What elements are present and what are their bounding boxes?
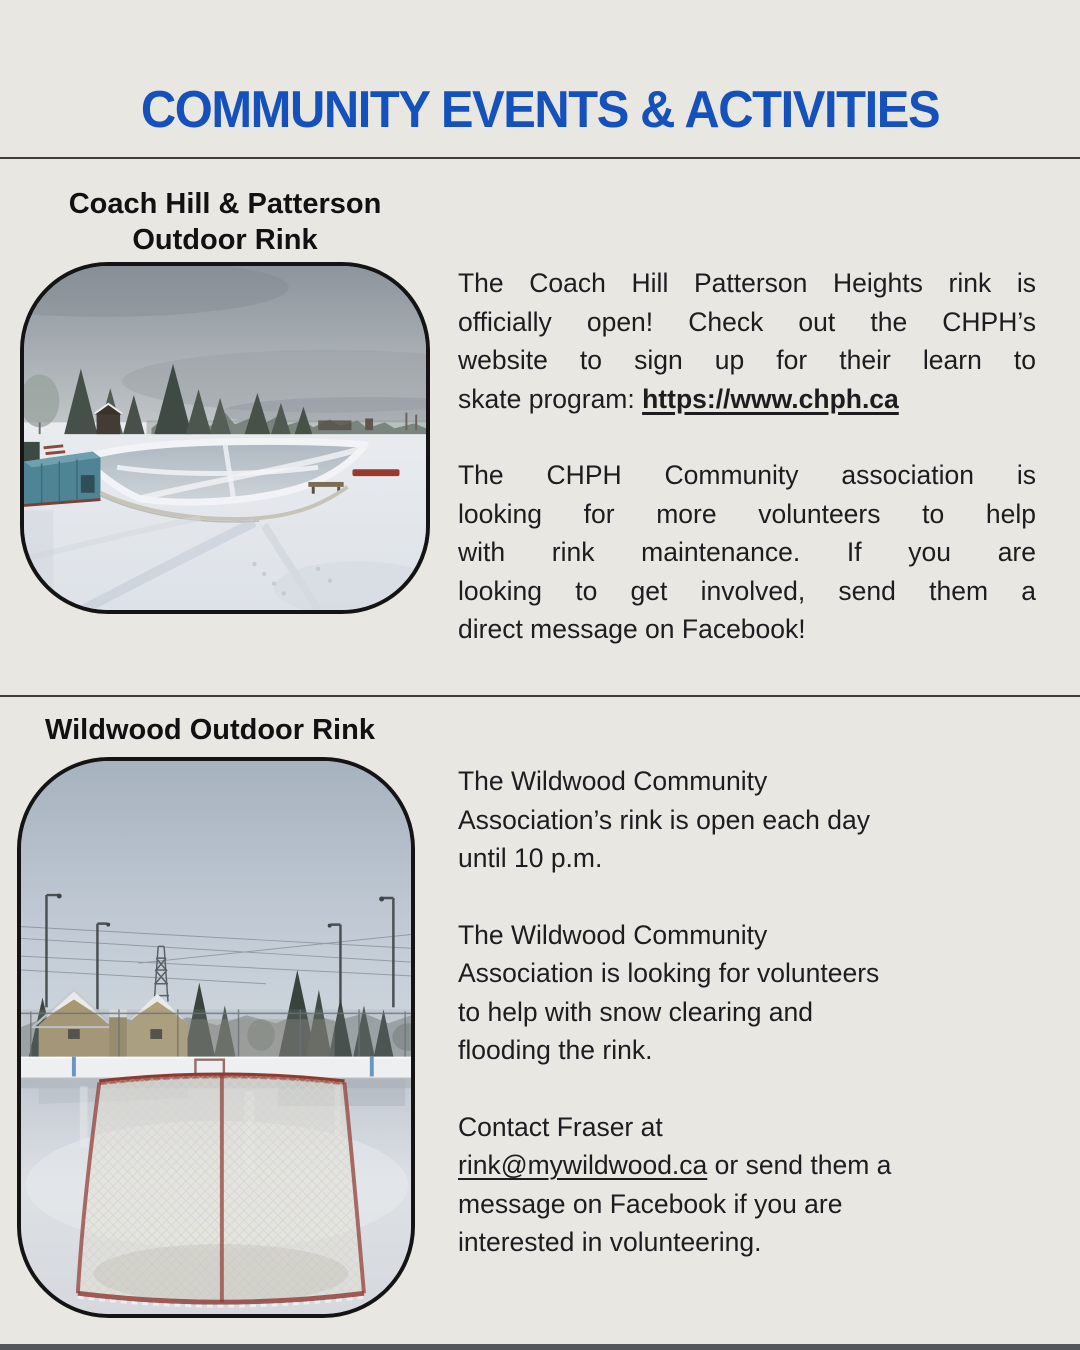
wildwood-text-column	[458, 762, 1018, 1300]
top-divider	[0, 157, 1080, 159]
hockey-net	[78, 1075, 364, 1306]
coach-hill-heading-line2: Outdoor Rink	[132, 224, 318, 256]
wildwood-paragraph-3	[458, 1108, 1018, 1262]
paragraph-line: Association’s rink is open each day	[458, 804, 870, 835]
paragraph-line: The Wildwood Community	[458, 766, 768, 796]
paragraph-line: to help with snow clearing and	[458, 996, 814, 1027]
coach-hill-heading-line1: Coach Hill & Patterson	[68, 188, 382, 220]
paragraph-line: The CHPH Community association is	[458, 460, 1036, 490]
middle-divider	[0, 695, 1080, 697]
coach-hill-paragraph-2	[458, 456, 1036, 649]
wildwood-rink-photo-art	[21, 761, 411, 1314]
paragraph-line: interested in volunteering.	[458, 1227, 762, 1257]
paragraph-text: skate program:	[458, 383, 643, 414]
wildwood-heading: Wildwood Outdoor Rink	[45, 714, 375, 746]
paragraph-line: looking to get involved, send them a	[458, 575, 1036, 606]
paragraph-line: website to sign up for their learn to	[458, 345, 1036, 375]
coach-hill-rink-photo	[20, 262, 430, 614]
paragraph-line: officially open! Check out the CHPH’s	[458, 306, 1036, 337]
paragraph-line: until 10 p.m.	[458, 843, 603, 873]
coach-hill-text-column	[458, 264, 1036, 687]
paragraph-line: with rink maintenance. If you are	[458, 537, 1036, 567]
coach-hill-heading	[20, 186, 430, 258]
paragraph-text: or send them a	[707, 1150, 892, 1180]
wildwood-paragraph-1	[458, 762, 1018, 878]
paragraph-line: message on Facebook if you are	[458, 1188, 843, 1219]
paragraph-line	[458, 380, 1036, 419]
wildwood-rink-photo	[17, 757, 415, 1318]
paragraph-line: The Wildwood Community	[458, 919, 768, 950]
chph-website-link[interactable]: https://www.chph.ca	[642, 383, 899, 414]
paragraph-line	[458, 1146, 1018, 1185]
page-title: COMMUNITY EVENTS & ACTIVITIES	[140, 81, 940, 139]
bottom-divider	[0, 1344, 1080, 1350]
paragraph-line: Association is looking for volunteers	[458, 958, 880, 988]
coach-hill-rink-photo-art	[24, 266, 426, 610]
paragraph-line: flooding the rink.	[458, 1035, 653, 1065]
wildwood-email-link[interactable]: rink@mywildwood.ca	[458, 1150, 708, 1180]
paragraph-line: The Coach Hill Patterson Heights rink is	[458, 268, 1036, 298]
wildwood-paragraph-2	[458, 916, 1018, 1070]
coach-hill-paragraph-1	[458, 264, 1036, 418]
paragraph-line: looking for more volunteers to help	[458, 498, 1036, 529]
paragraph-line: direct message on Facebook!	[458, 614, 806, 644]
paragraph-line: Contact Fraser at	[458, 1111, 663, 1142]
